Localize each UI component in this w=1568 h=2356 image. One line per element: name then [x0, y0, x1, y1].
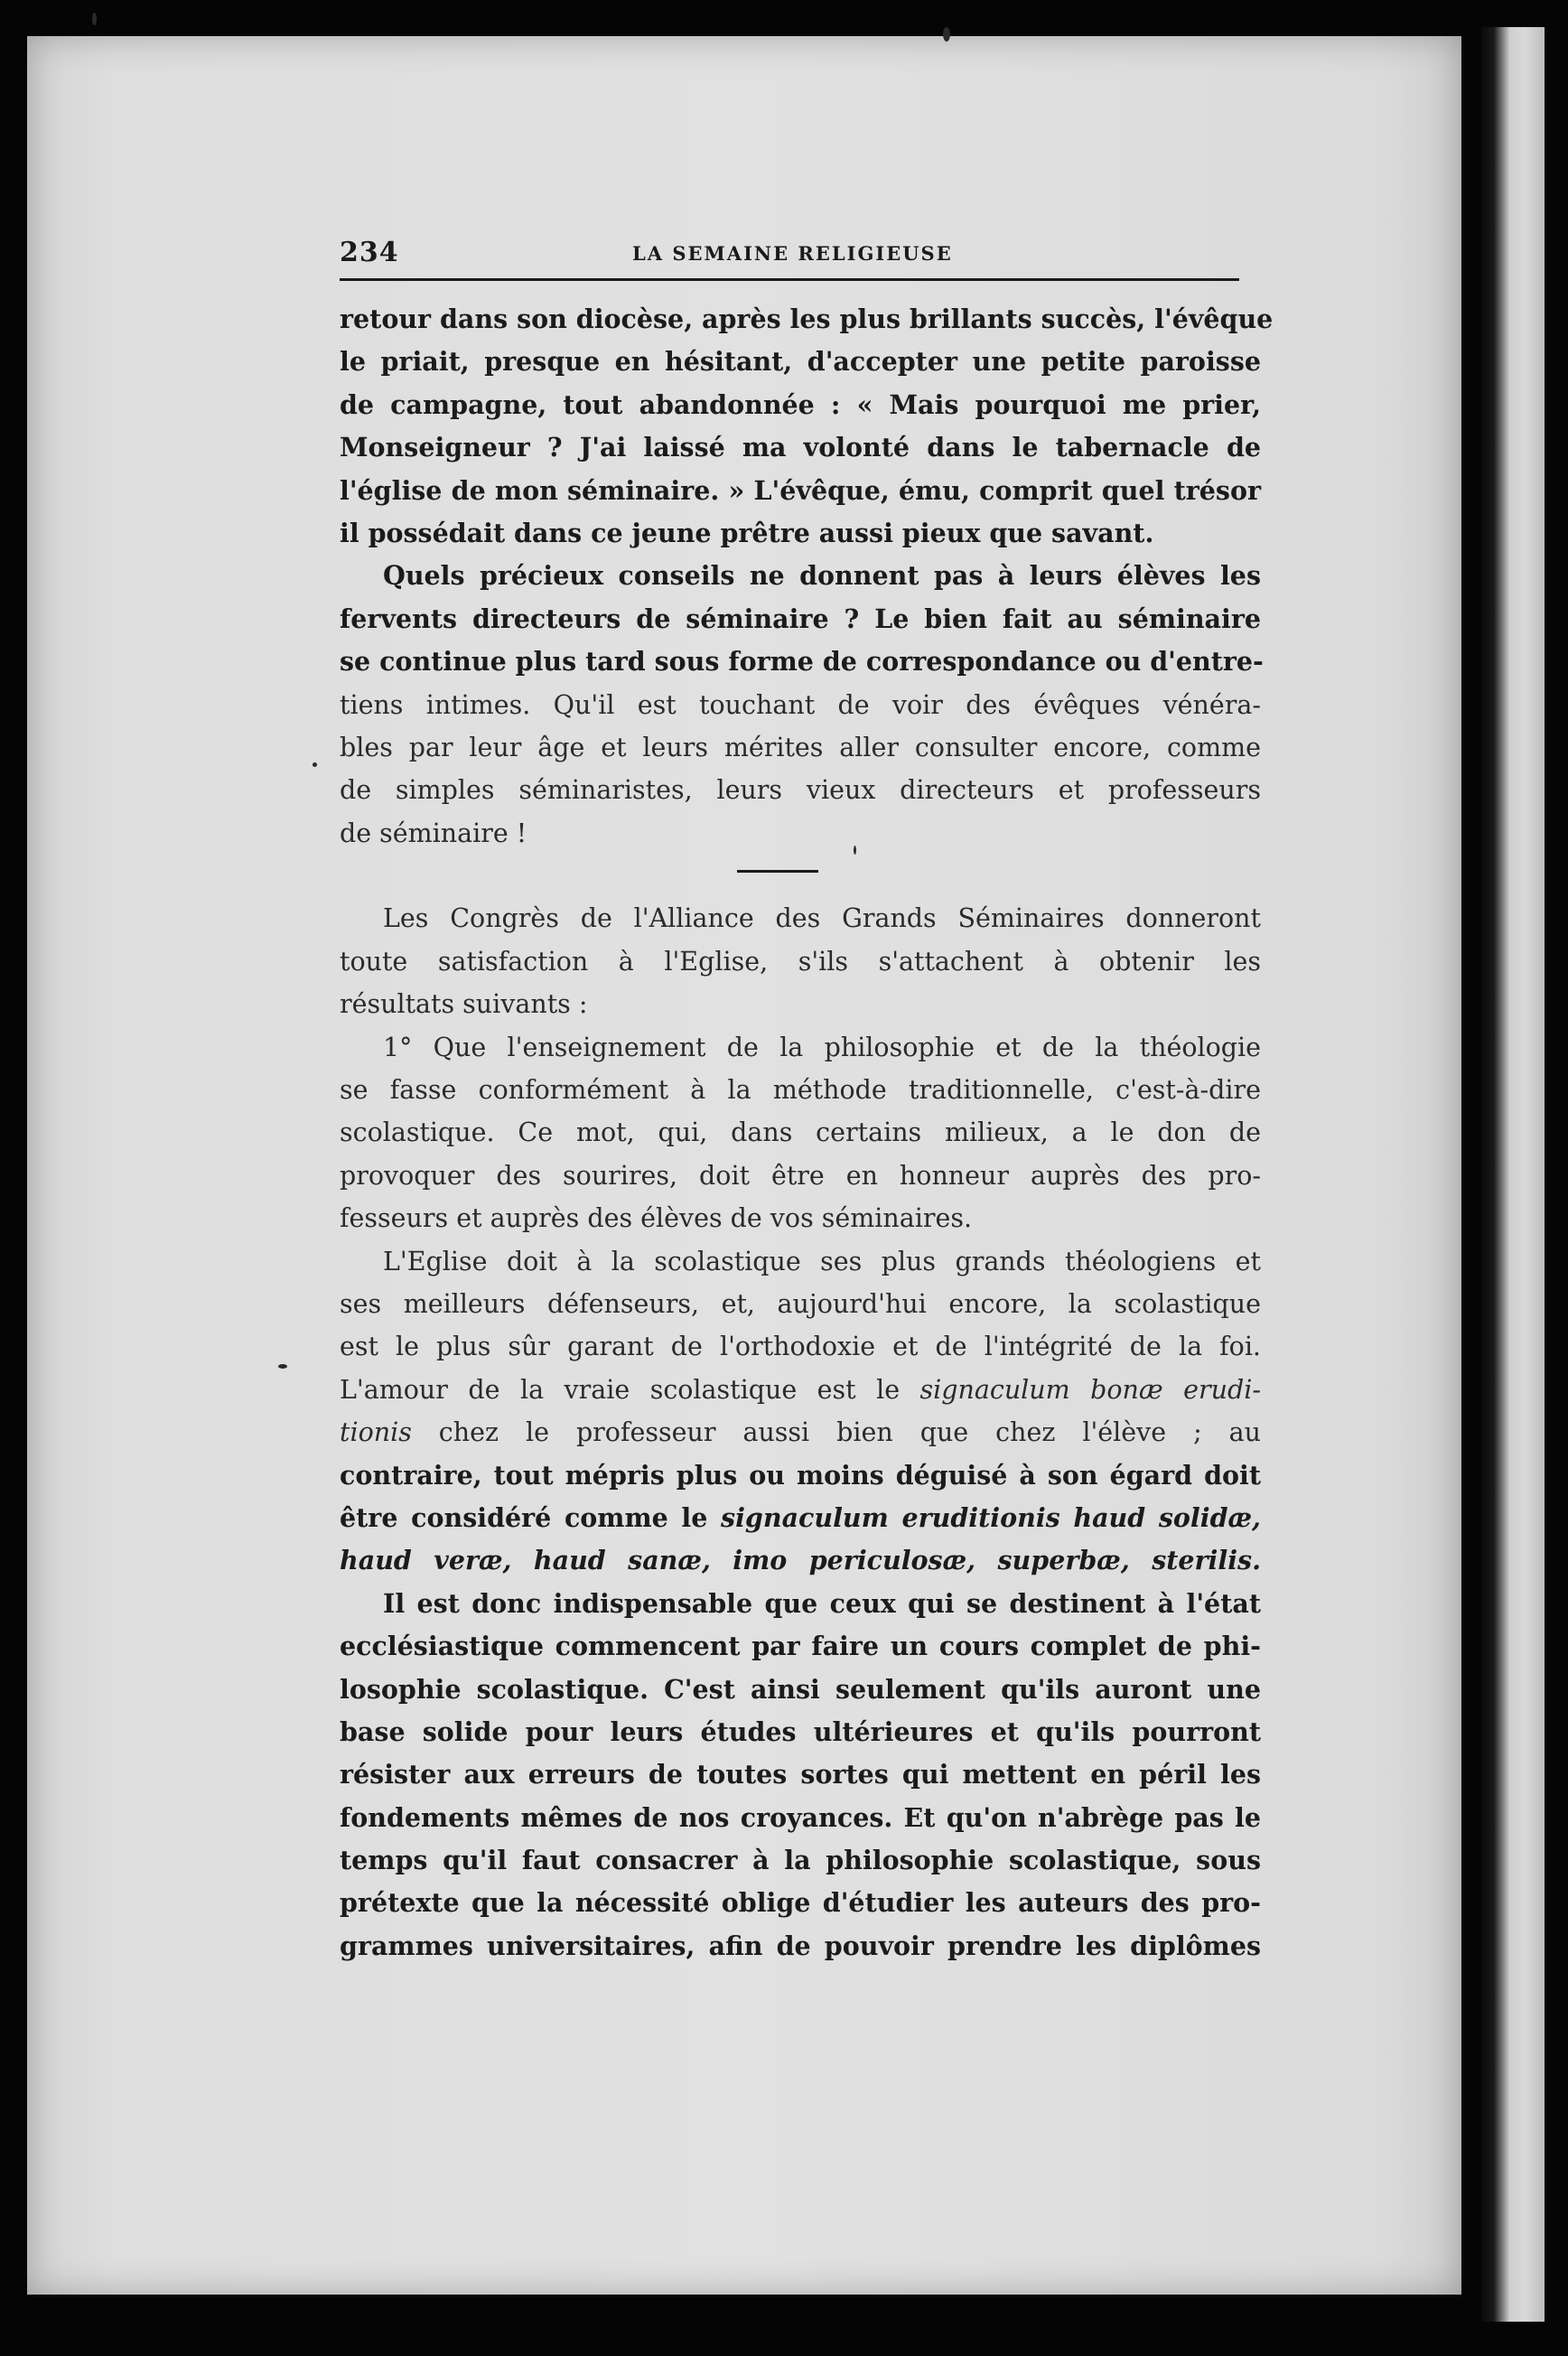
text-line: résultats suivants :: [340, 989, 588, 1020]
text-line: ecclésiastique commencent par faire un cours complet de phi-: [340, 1631, 1261, 1662]
body-text: [340, 298, 1274, 1968]
text-line: [340, 1497, 1261, 1539]
text-line: scolastique. Ce mot, qui, dans certains milieux, a le don de: [340, 1117, 1261, 1148]
text-line: de séminaire !: [340, 818, 527, 848]
text-line: est le plus sûr garant de l'orthodoxie et de l'intégrité de la foi.: [340, 1332, 1261, 1362]
scan-speck: [313, 762, 317, 767]
journal-title: LA SEMAINE RELIGIEUSE: [632, 242, 953, 265]
scan-speck: [278, 1364, 287, 1369]
text-line: l'église de mon séminaire. » L'évêque, ému, comprit quel trésor: [340, 474, 1261, 506]
text-line: losophie scolastique. C'est ainsi seulement qu'ils auront une: [340, 1673, 1261, 1705]
text-line: le priait, presque en hésitant, d'accepter une petite paroisse: [340, 346, 1261, 378]
text-segment: L'amour de la vraie scolastique est le: [340, 1374, 920, 1405]
adjacent-page-edge: [1481, 27, 1545, 2322]
scan-speck: [943, 27, 950, 42]
text-line: Quels précieux conseils ne donnent pas à leurs élèves les: [383, 560, 1261, 592]
text-line: toute satisfaction à l'Eglise, s'ils s'attachent à obtenir les: [340, 946, 1261, 977]
text-line: fervents directeurs de séminaire ? Le bien fait au séminaire: [340, 603, 1261, 634]
text-line: 1° Que l'enseignement de la philosophie et de la théologie: [383, 1032, 1261, 1062]
latin-phrase-line: haud veræ, haud sanæ, imo periculosæ, superbæ, sterilis.: [340, 1545, 1261, 1576]
text-line: de campagne, tout abandonnée : « Mais pourquoi me prier,: [340, 388, 1261, 420]
text-line: de simples séminaristes, leurs vieux directeurs et professeurs: [340, 775, 1261, 806]
text-line: Les Congrès de l'Alliance des Grands Séminaires donneront: [383, 903, 1261, 934]
text-line: provoquer des sourires, doit être en honneur auprès des pro-: [340, 1160, 1261, 1191]
text-line: contraire, tout mépris plus ou moins déguisé à son égard doit: [340, 1459, 1261, 1491]
text-line: [340, 1369, 1261, 1411]
text-line: résister aux erreurs de toutes sortes qui mettent en péril les: [340, 1759, 1261, 1790]
scan-speck: [92, 13, 97, 25]
text-segment: être considéré comme le: [340, 1501, 722, 1533]
section-gap: [340, 855, 1261, 897]
text-line: grammes universitaires, afin de pouvoir prendre les diplômes: [340, 1930, 1261, 1961]
text-line: se continue plus tard sous forme de correspondance ou d'entre-: [340, 646, 1264, 678]
text-line: tiens intimes. Qu'il est touchant de voir des évêques vénéra-: [340, 689, 1261, 720]
text-line: bles par leur âge et leurs mérites aller consulter encore, comme: [340, 732, 1261, 762]
text-line: retour dans son diocèse, après les plus brillants succès, l'évêque: [340, 304, 1274, 334]
text-line: se fasse conformément à la méthode traditionnelle, c'est-à-dire: [340, 1075, 1261, 1106]
text-line: ses meilleurs défenseurs, et, aujourd'hui encore, la scolastique: [340, 1288, 1261, 1319]
page-number: 234: [340, 237, 399, 268]
text-line: fondements mêmes de nos croyances. Et qu'on n'abrège pas le: [340, 1801, 1261, 1833]
text-line: Monseigneur ? J'ai laissé ma volonté dans le tabernacle de: [340, 432, 1261, 463]
text-line: prétexte que la nécessité oblige d'étudier les auteurs des pro-: [340, 1887, 1261, 1919]
text-line: [340, 1411, 1261, 1454]
latin-phrase: signaculum bonæ erudi-: [919, 1374, 1261, 1405]
text-line: Il est donc indispensable que ceux qui se destinent à l'état: [383, 1587, 1261, 1619]
text-segment: chez le professeur aussi bien que chez l'élève ; au: [411, 1417, 1261, 1448]
text-line: base solide pour leurs études ultérieures et qu'ils pourront: [340, 1716, 1261, 1747]
header-rule: [340, 278, 1239, 281]
running-head: [340, 237, 1236, 276]
latin-phrase: signaculum eruditionis haud solidæ,: [721, 1501, 1261, 1533]
text-line: il possédait dans ce jeune prêtre aussi pieux que savant.: [340, 517, 1154, 548]
text-line: temps qu'il faut consacrer à la philosophie scolastique, sous: [340, 1845, 1261, 1876]
text-line: fesseurs et auprès des élèves de vos séminaires.: [340, 1203, 973, 1234]
text-line: L'Eglise doit à la scolastique ses plus grands théologiens et: [383, 1246, 1261, 1276]
latin-phrase: tionis: [340, 1417, 412, 1448]
